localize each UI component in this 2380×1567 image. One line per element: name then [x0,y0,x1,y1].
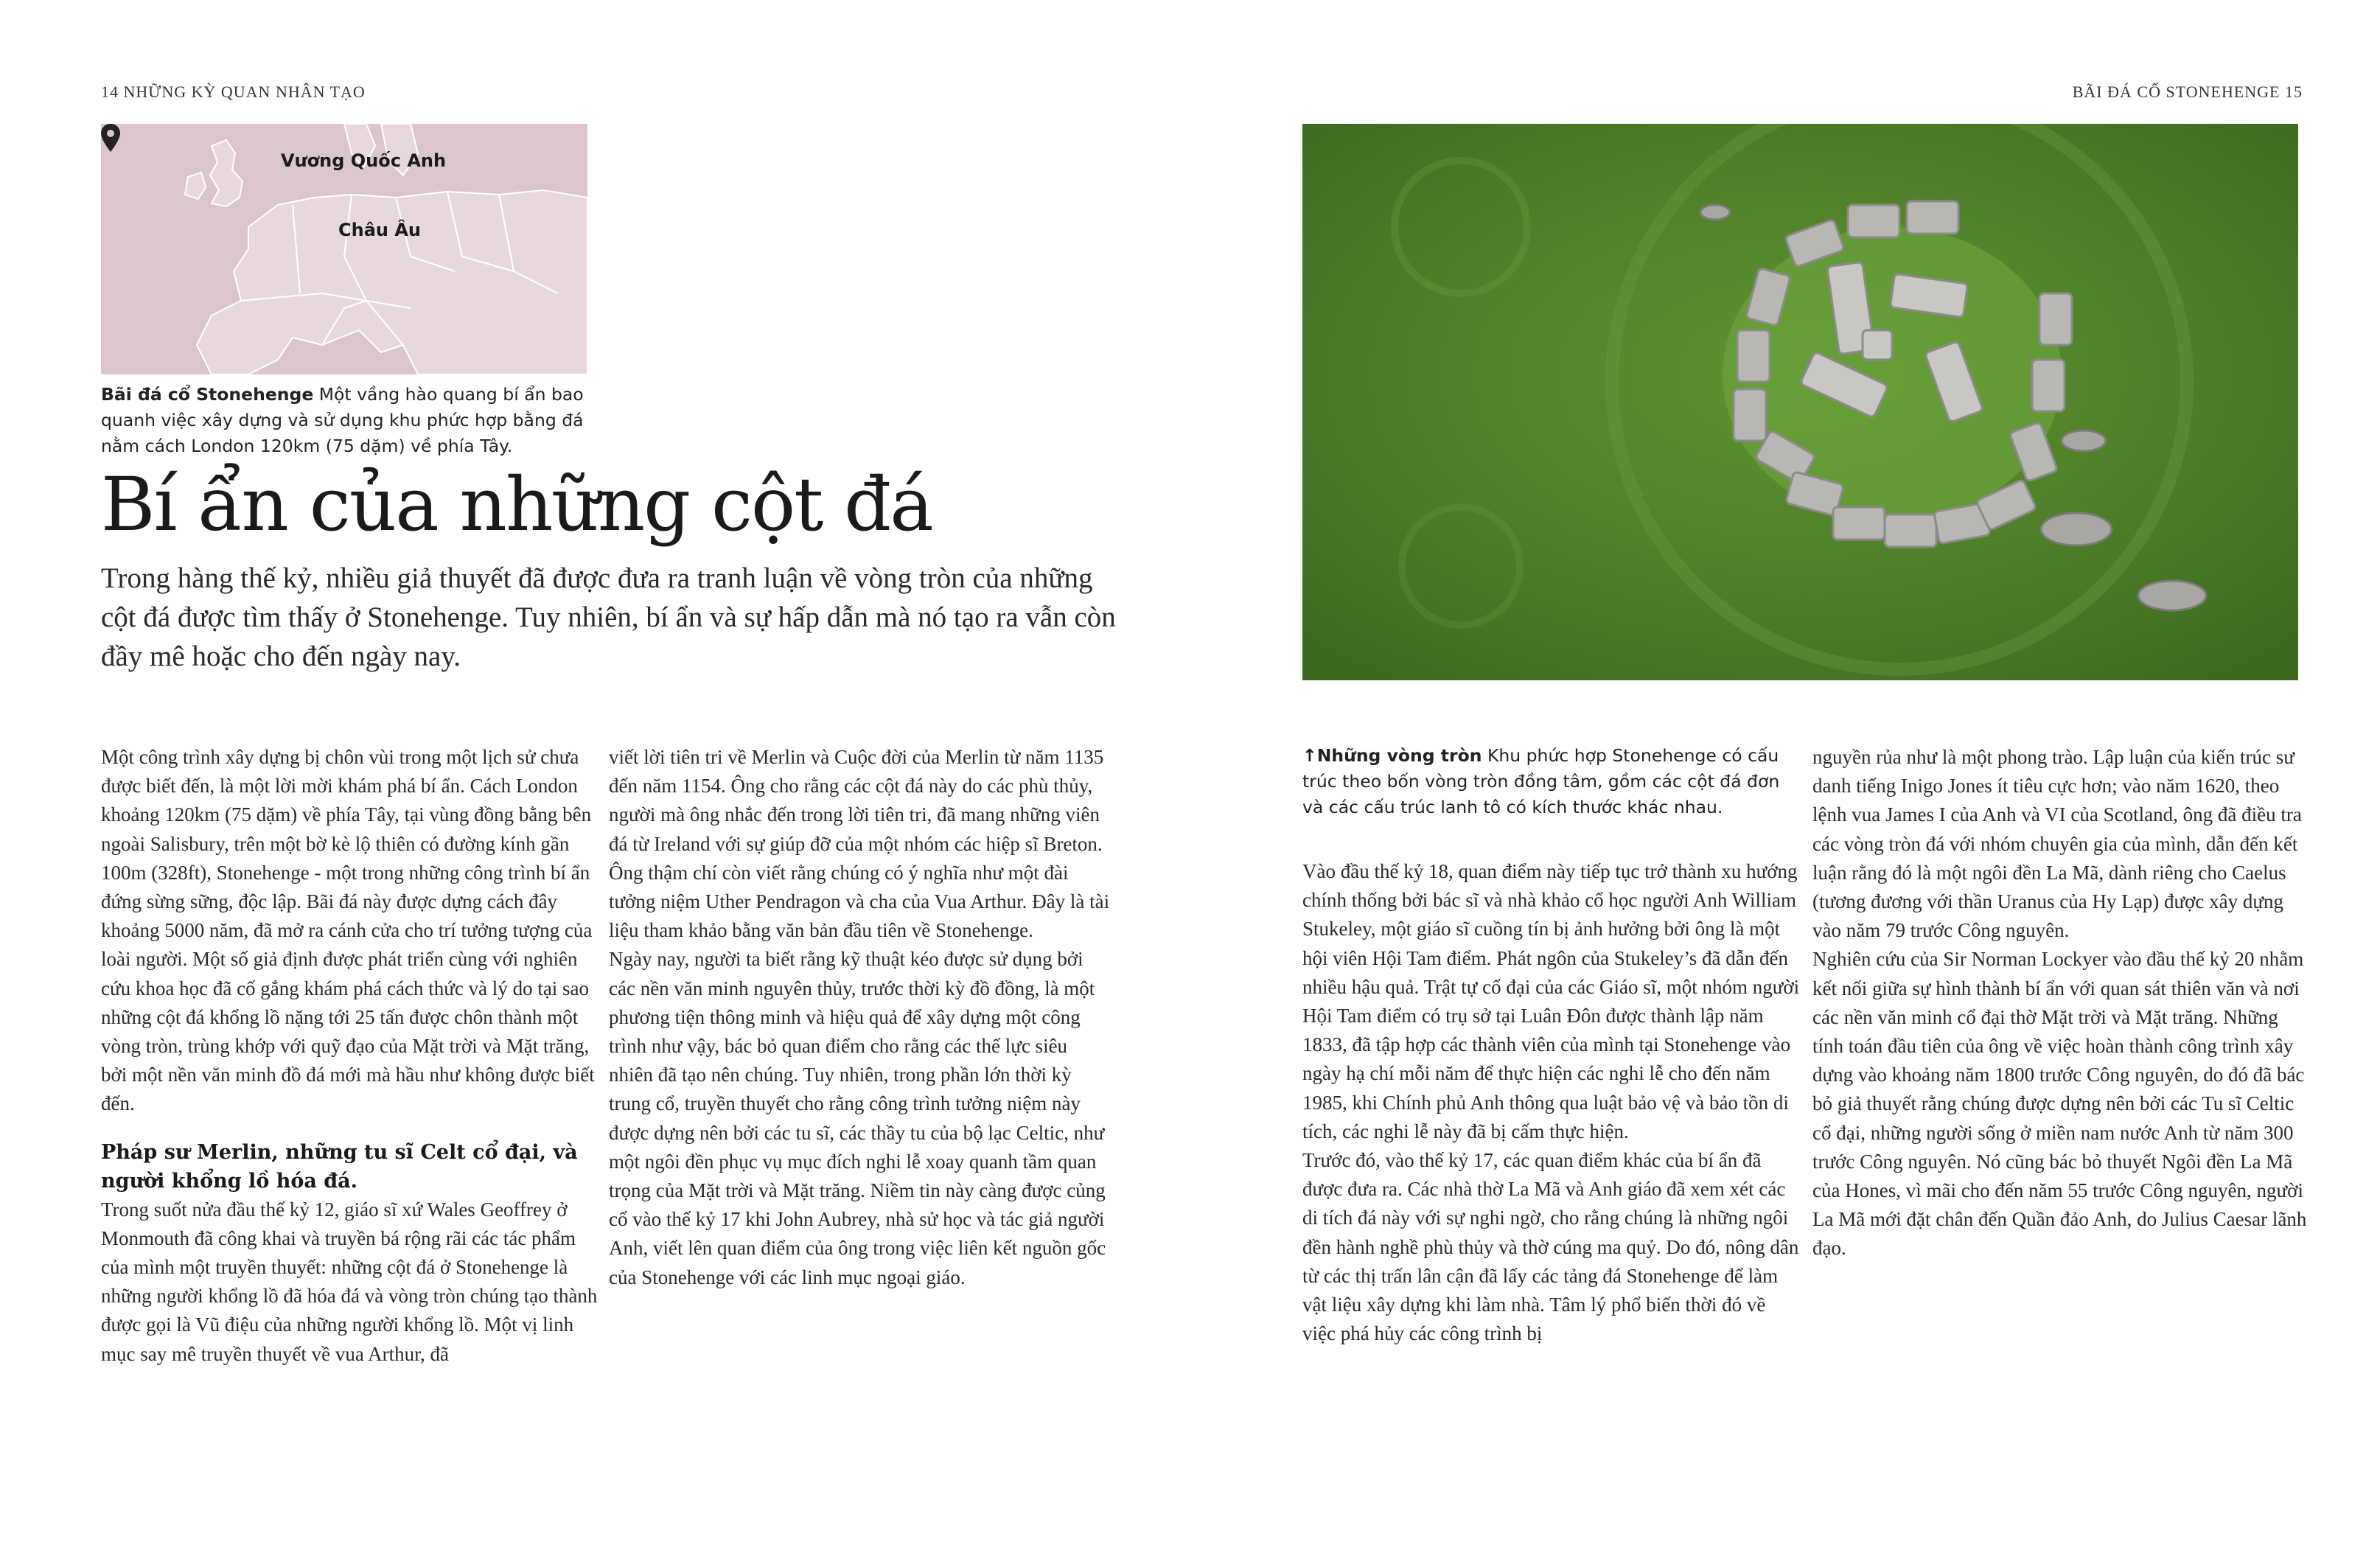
body-paragraph: Nghiên cứu của Sir Norman Lockyer vào đầu thế kỷ 20 nhằm kết nối giữa sự hình thành bí ẩn với quan sát thiên văn và nơi các nền văn minh cổ đại thờ Mặt trời và Mặt trăng. Những tính toán đầu tiên của ông về việc hoàn thành công trình xây dựng vào khoảng năm 1800 trước Công nguyên, do đó đã bác bỏ giả thuyết rằng chúng được dựng nên bởi các Tu sĩ Celtic cổ đại, những người sống ở miền nam nước Anh từ năm 300 trước Công nguyên. Nó cũng bác bỏ thuyết Ngôi đền La Mã của Hones, vì mãi cho đến năm 55 trước Công nguyên, người La Mã mới đặt chân đến Quần đảo Anh, do Julius Caesar lãnh đạo. [1812,948,2307,1260]
arrow-up-icon: ↑ [1302,745,1317,766]
stonehenge-aerial-photo [1302,124,2298,680]
body-paragraph: Vào đầu thế kỷ 18, quan điểm này tiếp tục trở thành xu hướng chính thống bởi bác sĩ và nhà khảo cổ học người Anh William Stukeley, một giáo sĩ cuồng tín bị ảnh hưởng bởi ông là một hội viên Hội Tam điểm. Phát ngôn của Stukeley’s đã dẫn đến nhiều hậu quả. Trật tự cổ đại của các Giáo sĩ, một nhóm người Hội Tam điểm có trụ sở tại Luân Đôn được thành lập năm 1833, đã tập hợp các thành viên của mình tại Stonehenge vào ngày hạ chí mỗi năm để thực hiện các nghi lễ cho đến năm 1985, khi Chính phủ Anh thông qua luật bảo vệ và bảo tồn di tích, các nghi lễ này đã bị cấm thực hiện. [1302,860,1800,1142]
location-pin-icon [101,124,120,152]
body-column-4 [1812,743,2314,1263]
body-paragraph: viết lời tiên tri về Merlin và Cuộc đời của Merlin từ năm 1135 đến năm 1154. Ông cho rằng các cột đá này do các phù thủy, người mà ông nhắc đến trong lời tiên tri, đã mang những viên đá từ Ireland với sự giúp đỡ của một nhóm các hiệp sĩ Breton. Ông thậm chí còn viết rằng chúng có ý nghĩa như một đài tưởng niệm Uther Pendragon và cha của Vua Arthur. Đây là tài liệu tham khảo bằng văn bản đầu tiên về Stonehenge. [609,746,1110,942]
photo-caption-title: Những vòng tròn [1316,745,1482,766]
map-label-uk: Vương Quốc Anh [281,150,447,171]
photo-caption-text: Khu phức hợp Stonehenge có cấu trúc theo bốn vòng tròn đồng tâm, gồm các cột đá đơn và các cấu trúc lanh tô có kích thước khác nhau. [1302,745,1780,817]
body-column-1 [101,743,602,1369]
map-caption-title: Bãi đá cổ Stonehenge [101,384,314,405]
map-label-europe: Châu Âu [338,220,421,240]
standfirst: Trong hàng thế kỷ, nhiều giả thuyết đã được đưa ra tranh luận về vòng tròn của những cột đá được tìm thấy ở Stonehenge. Tuy nhiên, bí ẩn và sự hấp dẫn mà nó tạo ra vẫn còn đầy mê hoặc cho đến ngày nay. [101,562,1116,672]
subheading: Pháp sư Merlin, những tu sĩ Celt cổ đại, và người khổng lồ hóa đá. [101,1140,578,1193]
right-page [1190,0,2380,1567]
map-caption [101,382,595,459]
europe-map [101,124,587,374]
body-column-2 [609,743,1110,1292]
photo-caption [1302,743,1796,820]
body-paragraph: Ngày nay, người ta biết rằng kỹ thuật kéo được sử dụng bởi các nền văn minh nguyên thủy, trước thời kỳ đồ đồng, là một phương tiện thông minh và hiệu quả để xây dựng một công trình như vậy, bác bỏ quan điểm cho rằng các thế lực siêu nhiên đã tạo nên chúng. Tuy nhiên, trong phần lớn thời kỳ trung cổ, truyền thuyết cho rằng công trình tưởng niệm này được dựng nên bởi các tu sĩ, các thầy tu của bộ lạc Celtic, như một ngôi đền phục vụ mục đích nghi lễ xoay quanh tầm quan trọng của Mặt trời và Mặt trăng. Niềm tin này càng được củng cố vào thế kỷ 17 khi John Aubrey, nhà sử học và tác giả người Anh, viết lên quan điểm của ông trong việc liên kết nguồn gốc của Stonehenge với các linh mục ngoại giáo. [609,948,1106,1288]
headline: Bí ẩn của những cột đá [101,461,932,548]
body-paragraph: Một công trình xây dựng bị chôn vùi trong một lịch sử chưa được biết đến, là một lời mời khám phá bí ẩn. Cách London khoảng 120km (75 dặm) về phía Tây, tại vùng đồng bằng bên ngoài Salisbury, trên một bờ kè lộ thiên có đường kính gần 100m (328ft), Stonehenge - một trong những công trình bí ẩn đứng sừng sững, độc lập. Bãi đá này được dựng cách đây khoảng 5000 năm, đã mở ra cánh cửa cho trí tưởng tượng của loài người. Một số giả định được phát triển cùng với nghiên cứu khoa học đã cố gắng khám phá cách thức và lý do tại sao những cột đá khổng lồ nặng tới 25 tấn được chôn thành một vòng tròn, trùng khớp với quỹ đạo của Mặt trời và Mặt trăng, bởi một nền văn minh đồ đá mới mà hầu như không được biết đến. [101,746,595,1115]
body-paragraph: Trước đó, vào thế kỷ 17, các quan điểm khác của bí ẩn đã được đưa ra. Các nhà thờ La Mã và Anh giáo đã xem xét các di tích đá này với sự nghi ngờ, cho rằng chúng là những ngôi đền hành nghề phù thủy và thờ cúng ma quỷ. Do đó, nông dân từ các thị trấn lân cận đã lấy các tảng đá Stonehenge để làm vật liệu xây dựng khi làm nhà. Tâm lý phổ biến thời đó về việc phá hủy các công trình bị [1302,1149,1799,1345]
stonehenge-illustration [1302,124,2298,680]
running-head-left: 14 NHỮNG KỲ QUAN NHÂN TẠO [101,83,366,101]
body-paragraph: Trong suốt nửa đầu thế kỷ 12, giáo sĩ xứ Wales Geoffrey ở Monmouth đã công khai và truyền bá rộng rãi các tác phẩm của mình một truyền thuyết: những cột đá ở Stonehenge là những người khổng lồ đã hóa đá và vòng tròn chúng tạo thành được gọi là Vũ điệu của những người khổng lồ. Một vị linh mục say mê truyền thuyết về vua Arthur, đã [101,1198,598,1365]
running-head-right: BÃI ĐÁ CỔ STONEHENGE 15 [2072,83,2303,101]
body-column-3 [1302,857,1804,1348]
map-caption-text: Một vầng hào quang bí ẩn bao quanh việc xây dựng và sử dụng khu phức hợp bằng đá nằm cách London 120km (75 dặm) về phía Tây. [101,384,584,456]
body-paragraph: nguyền rủa như là một phong trào. Lập luận của kiến trúc sư danh tiếng Inigo Jones ít tiêu cực hơn; vào năm 1620, theo lệnh vua James I của Anh và VI của Scotland, ông đã điều tra các vòng tròn đá với nhóm chuyên gia của mình, dẫn đến kết luận rằng đó là một ngôi đền La Mã, dành riêng cho Caelus (tương đương với thần Uranus của Hy Lạp) được xây dựng vào năm 79 trước Công nguyên. [1812,746,2302,942]
